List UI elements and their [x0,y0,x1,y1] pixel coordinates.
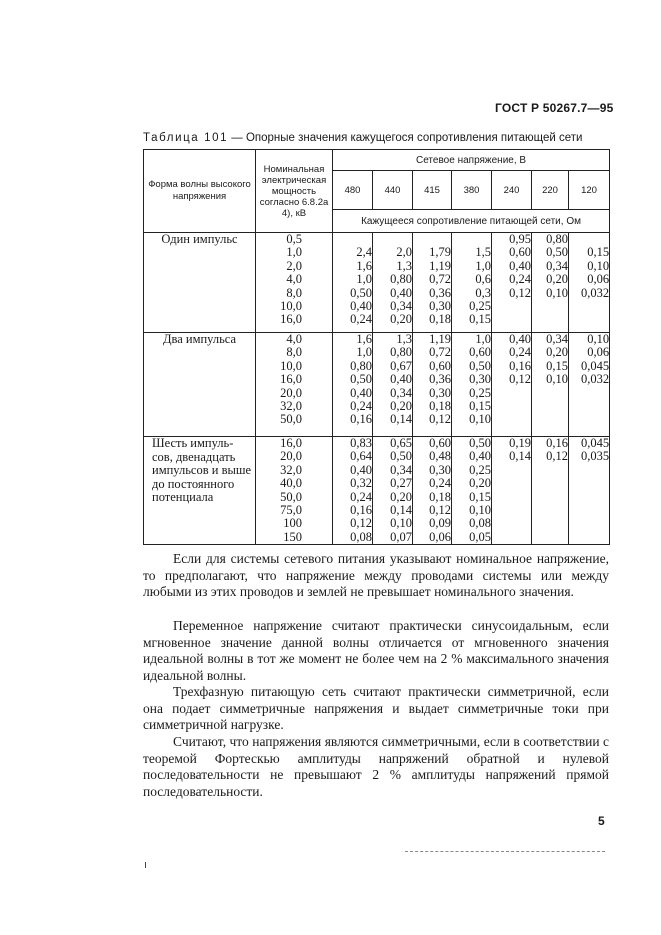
impedance-value: 0,50 [350,285,372,300]
impedance-value [492,300,531,313]
impedance-value: 2,4 [356,245,372,260]
voltage-240: 240 [492,171,532,210]
waveform-text: Шесть импуль- [152,436,234,450]
impedance-value [569,504,609,517]
impedance-value: 0,83 [350,436,372,450]
impedance-value: 0,6 [475,272,491,287]
impedance-value: 0,30 [429,298,451,313]
impedance-value: 0,06 [429,529,451,544]
impedance-value: 0,24 [509,345,531,360]
power-cell [256,333,333,437]
table-number: Таблица 101 [143,132,229,144]
impedance-value [569,491,609,504]
impedance-value: 0,10 [469,502,491,517]
impedance-cell [532,333,569,437]
impedance-value: 0,24 [429,476,451,491]
impedance-value: 0,67 [390,358,412,373]
power-value: 20,0 [280,449,302,464]
impedance-cell [569,233,610,333]
column-header-waveform: Форма волны высокого напряжения [144,150,256,233]
impedance-value: 0,20 [546,345,568,360]
waveform-text: до постоянного [152,476,235,491]
power-value: 8,0 [286,345,302,360]
impedance-value: 0,80 [350,358,372,373]
impedance-value: 1,19 [429,332,451,346]
power-value: 50,0 [280,412,302,427]
impedance-value [492,464,531,477]
paragraph-3: Трехфазную питающую сеть считают практически симметричной, если она подает симметричные напряжения и выдает симметричные токи при симметричной нагрузке. [143,684,609,732]
impedance-value [492,517,531,530]
impedance-value: 0,14 [390,412,412,427]
impedance-value: 0,24 [350,489,372,504]
voltage-440: 440 [373,171,413,210]
voltage-220: 220 [532,171,569,210]
impedance-value: 1,5 [475,245,491,260]
impedance-value: 0,34 [546,332,568,346]
impedance-cell [333,233,373,333]
impedance-cell [532,233,569,333]
impedance-value: 0,045 [580,358,610,373]
power-value: 16,0 [280,372,302,387]
impedance-value: 0,18 [429,312,451,327]
impedance-value [569,300,609,313]
impedance-value: 0,30 [429,462,451,477]
waveform-cell [144,333,256,437]
voltage-415: 415 [413,171,452,210]
impedance-cell [452,437,492,545]
impedance-table [143,149,610,545]
impedance-cell [492,437,532,545]
table-row [144,333,610,437]
impedance-cell [492,333,532,437]
impedance-value: 1,0 [356,345,372,360]
power-value: 8,0 [286,285,302,300]
impedance-value [492,477,531,490]
waveform-cell [144,437,256,545]
waveform-text: сов, двенадцать [152,449,236,464]
impedance-value: 0,72 [429,345,451,360]
impedance-value: 0,40 [390,372,412,387]
impedance-value: 0,34 [390,462,412,477]
table-row [144,233,610,333]
power-cell [256,437,333,545]
impedance-value [333,233,372,246]
impedance-value: 0,10 [546,285,568,300]
impedance-value: 0,07 [390,529,412,544]
impedance-value: 0,14 [509,449,531,464]
impedance-value: 0,34 [390,298,412,313]
impedance-value [492,504,531,517]
impedance-value: 0,64 [350,449,372,464]
impedance-value: 1,6 [356,332,372,346]
impedance-value [532,491,568,504]
impedance-value [569,413,609,426]
impedance-value: 0,035 [580,449,610,464]
power-value: 150 [283,529,302,544]
impedance-value [569,400,609,413]
waveform-text: Один импульс [161,232,238,246]
impedance-cell [569,437,610,545]
impedance-value: 0,12 [509,372,531,387]
impedance-value: 0,40 [469,449,491,464]
impedance-value: 0,08 [350,529,372,544]
impedance-value: 0,20 [469,476,491,491]
impedance-value [532,464,568,477]
impedance-value: 1,3 [396,258,412,273]
impedance-value: 0,40 [509,332,531,346]
impedance-value: 1,3 [396,332,412,346]
impedance-value: 0,80 [390,345,412,360]
waveform-cell [144,233,256,333]
impedance-value [569,531,609,544]
impedance-value: 0,25 [469,298,491,313]
footer-rule [405,851,605,852]
impedance-value: 1,79 [429,245,451,260]
impedance-value: 1,6 [356,258,372,273]
impedance-value [569,477,609,490]
impedance-value: 0,20 [390,489,412,504]
power-value: 50,0 [280,489,302,504]
document-id: ГОСТ Р 50267.7—95 [495,101,614,115]
impedance-value [373,233,412,246]
impedance-value: 0,032 [580,372,610,387]
impedance-value: 0,30 [469,372,491,387]
power-value: 10,0 [280,358,302,373]
impedance-value: 0,20 [546,272,568,287]
impedance-value: 0,18 [429,489,451,504]
impedance-value: 0,10 [587,258,610,273]
impedance-value: 0,19 [509,436,531,450]
impedance-value [532,477,568,490]
impedance-value: 0,10 [546,372,568,387]
impedance-value: 0,032 [580,285,610,300]
header-impedance: Кажущееся сопротивление питающей сети, Ом [333,210,610,233]
impedance-value: 0,16 [546,436,568,450]
impedance-value: 0,16 [509,358,531,373]
impedance-value: 0,18 [429,398,451,413]
impedance-value: 2,0 [396,245,412,260]
impedance-value: 0,24 [350,398,372,413]
impedance-value: 0,40 [350,385,372,400]
impedance-cell [333,437,373,545]
power-value: 10,0 [280,298,302,313]
waveform-text: потенциала [152,490,214,504]
impedance-value: 1,0 [475,258,491,273]
impedance-cell [413,437,452,545]
impedance-value [492,413,531,426]
table-row [144,437,610,545]
waveform-text: импульсов и выше [152,463,252,477]
impedance-value: 0,10 [390,516,412,531]
table-caption: — Опорные значения кажущегося сопротивления питающей сети [228,132,583,144]
impedance-value [492,400,531,413]
impedance-value [569,387,609,400]
impedance-value: 0,12 [350,516,372,531]
impedance-value: 0,80 [546,232,568,246]
impedance-value [532,413,568,426]
impedance-value: 0,14 [390,502,412,517]
impedance-cell [452,333,492,437]
power-value: 20,0 [280,385,302,400]
impedance-value: 0,12 [509,285,531,300]
impedance-value: 0,40 [509,258,531,273]
impedance-value [532,517,568,530]
impedance-value [532,531,568,544]
scan-mark [145,862,146,868]
impedance-value: 0,40 [350,462,372,477]
page-number: 5 [598,814,605,828]
power-value: 0,5 [286,232,302,246]
impedance-value [532,300,568,313]
impedance-value: 0,15 [469,312,491,327]
impedance-value: 0,16 [350,502,372,517]
voltage-380: 380 [452,171,492,210]
impedance-cell [413,333,452,437]
impedance-value: 0,40 [350,298,372,313]
impedance-value: 0,34 [546,258,568,273]
impedance-cell [492,233,532,333]
impedance-value [532,313,568,326]
impedance-value: 0,40 [390,285,412,300]
impedance-value [492,313,531,326]
impedance-value [569,313,609,326]
impedance-cell [569,333,610,437]
impedance-value [532,504,568,517]
impedance-value: 1,0 [356,272,372,287]
power-value: 2,0 [286,258,302,273]
impedance-value: 0,10 [469,412,491,427]
voltage-120: 120 [569,171,610,210]
header-voltage: Сетевое напряжение, В [333,150,610,171]
power-cell [256,233,333,333]
paragraph-2: Переменное напряжение считают практически синусоидальным, если мгновенное значение данной волны отличается от мгновенного значения идеальной волны в тот же момент не более чем на 2 % максимального значения идеальной волны. [143,618,609,683]
impedance-value: 0,36 [429,285,451,300]
impedance-value: 0,32 [350,476,372,491]
impedance-value [569,464,609,477]
impedance-value: 0,08 [469,516,491,531]
impedance-value [452,233,491,246]
impedance-value [569,233,609,246]
impedance-value: 0,50 [469,436,491,450]
voltage-480: 480 [333,171,373,210]
impedance-value: 0,95 [509,232,531,246]
impedance-value: 1,0 [475,332,491,346]
impedance-cell [333,333,373,437]
power-value: 100 [283,516,302,531]
impedance-value [532,400,568,413]
impedance-value: 0,80 [390,272,412,287]
power-value: 4,0 [286,332,302,346]
impedance-value: 0,15 [469,489,491,504]
power-value: 16,0 [280,436,302,450]
power-value: 32,0 [280,398,302,413]
impedance-cell [532,437,569,545]
power-value: 1,0 [286,245,302,260]
impedance-value: 0,60 [429,358,451,373]
impedance-value: 0,60 [509,245,531,260]
impedance-value [569,517,609,530]
impedance-value: 0,60 [429,436,451,450]
impedance-value: 0,25 [469,462,491,477]
power-value: 75,0 [280,502,302,517]
waveform-text: Два импульса [162,332,237,346]
table-title [143,132,582,144]
impedance-value: 0,48 [429,449,451,464]
impedance-cell [373,437,413,545]
impedance-value: 0,50 [350,372,372,387]
impedance-value: 0,24 [350,312,372,327]
impedance-cell [413,233,452,333]
impedance-value: 0,25 [469,385,491,400]
impedance-value: 0,60 [469,345,491,360]
impedance-value: 0,12 [429,412,451,427]
impedance-value: 0,15 [546,358,568,373]
impedance-value: 0,045 [580,436,610,450]
impedance-value: 0,20 [390,398,412,413]
impedance-value: 0,15 [469,398,491,413]
impedance-value [492,531,531,544]
impedance-value: 0,50 [546,245,568,260]
impedance-value: 0,24 [509,272,531,287]
impedance-cell [373,333,413,437]
power-value: 40,0 [280,476,302,491]
impedance-value: 0,27 [390,476,412,491]
impedance-value [532,387,568,400]
paragraph-1: Если для системы сетевого питания указывают номинальное напряжение, то предполагают, что напряжение между проводами системы или между любыми из этих проводов и землей не превышает номинального значения. [143,551,609,599]
impedance-value: 0,72 [429,272,451,287]
table-body [144,233,610,545]
impedance-value: 0,30 [429,385,451,400]
column-header-power: Номинальная электрическая мощность согласно 6.8.2а 4), кВ [256,150,333,233]
impedance-value: 0,3 [475,285,491,300]
impedance-cell [373,233,413,333]
power-value: 32,0 [280,462,302,477]
impedance-value: 0,06 [587,345,610,360]
impedance-value [413,233,451,246]
impedance-value: 0,15 [587,245,610,260]
impedance-value: 0,65 [390,436,412,450]
power-value: 16,0 [280,312,302,327]
impedance-value: 0,36 [429,372,451,387]
impedance-value: 0,34 [390,385,412,400]
impedance-value: 0,16 [350,412,372,427]
impedance-cell [452,233,492,333]
impedance-value: 0,06 [587,272,610,287]
impedance-value: 0,50 [390,449,412,464]
impedance-value: 1,19 [429,258,451,273]
paragraph-4: Считают, что напряжения являются симметричными, если в соответствии с теоремой Фортескью амплитуды напряжений обратной и нулевой последовательности не превышают 2 % амплитуды напряжений прямой последовательности. [143,734,609,799]
impedance-value: 0,20 [390,312,412,327]
impedance-value: 0,10 [587,332,610,346]
impedance-value: 0,09 [429,516,451,531]
impedance-value [492,491,531,504]
impedance-value [492,387,531,400]
power-value: 4,0 [286,272,302,287]
impedance-value: 0,50 [469,358,491,373]
impedance-value: 0,05 [469,529,491,544]
impedance-value: 0,12 [429,502,451,517]
impedance-value: 0,12 [546,449,568,464]
